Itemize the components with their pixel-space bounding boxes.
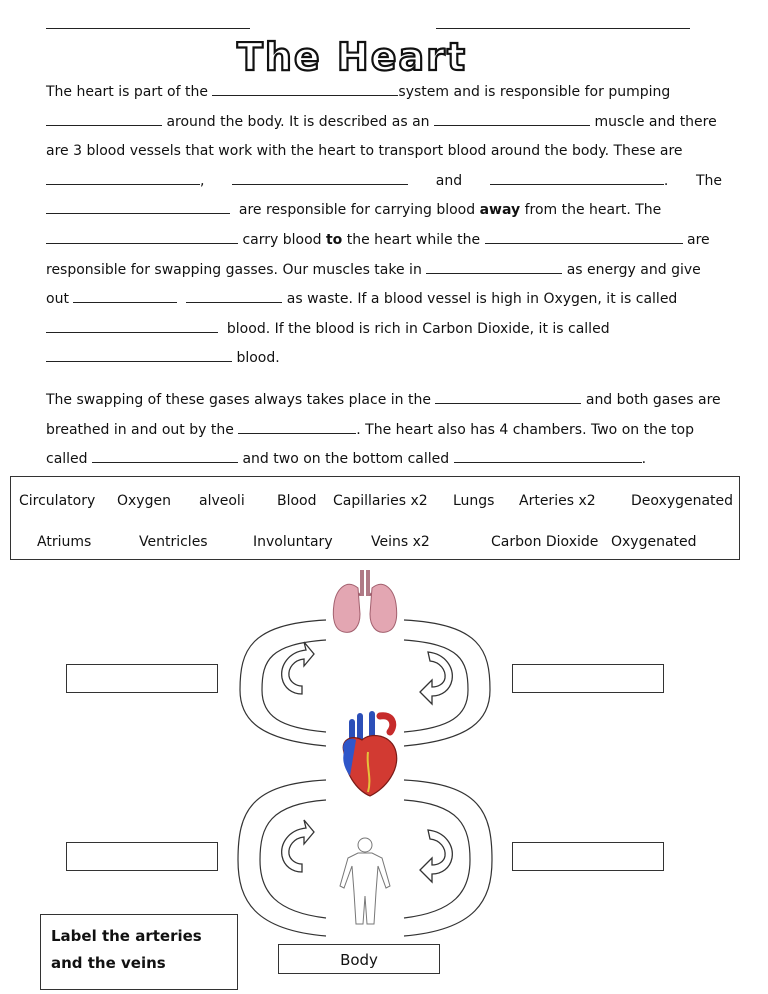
text: from the heart. The [524, 202, 662, 219]
instruction-line: Label the arteries [51, 927, 202, 945]
blank-2[interactable] [46, 111, 162, 126]
text: system and is responsible for pumping [398, 84, 671, 100]
word-bank-item: Lungs [453, 493, 495, 509]
instruction-box [40, 914, 238, 990]
label-box-bottom-left[interactable] [66, 842, 218, 871]
text: out [46, 291, 69, 308]
name-line[interactable] [46, 28, 250, 29]
text: responsible for swapping gasses. Our muscles take in [46, 261, 422, 278]
text: are [686, 231, 710, 248]
text: are 3 blood vessels that work with the heart to transport blood around the body. These are [46, 143, 683, 160]
blank-11[interactable] [73, 288, 177, 303]
blank-1[interactable] [212, 81, 398, 96]
body-label: Body [278, 944, 440, 974]
text: . [641, 451, 647, 468]
p1-line-9 [46, 315, 722, 345]
word-bank-item: Ventricles [139, 534, 208, 550]
text: as energy and give [566, 261, 701, 278]
p1-line-5 [46, 196, 722, 226]
label-box-top-left[interactable] [66, 664, 218, 693]
text: The heart is part of the [46, 84, 208, 100]
text: the heart while the [346, 231, 481, 248]
p1-line-10 [46, 344, 722, 374]
blank-10[interactable] [426, 259, 562, 274]
word-bank-item: Deoxygenated [631, 493, 734, 509]
text: carry blood [242, 231, 322, 248]
circular-arrow-icon [282, 642, 314, 694]
p2-line-2 [46, 416, 722, 446]
page-title-text: The Heart [236, 36, 468, 79]
p1-line-2 [46, 108, 722, 138]
blank-15[interactable] [435, 389, 581, 404]
text: breathed in and out by the [46, 421, 234, 438]
text: blood. [236, 350, 280, 367]
word-bank [10, 476, 740, 560]
paragraph-1 [46, 78, 722, 374]
text: around the body. It is described as an [166, 113, 430, 130]
p1-line-4 [46, 167, 722, 197]
word-bank-item: Circulatory [19, 493, 96, 509]
page-title [0, 36, 768, 80]
text: muscle and there [594, 113, 717, 130]
p1-line-7 [46, 256, 722, 286]
text: and two on the bottom called [242, 451, 450, 468]
text: and both gases are [585, 392, 721, 408]
human-body-icon [334, 834, 396, 928]
blank-14[interactable] [46, 347, 232, 362]
blank-17[interactable] [92, 448, 238, 463]
text: The swapping of these gases always takes place in the [46, 392, 431, 408]
p2-line-3 [46, 445, 722, 475]
blank-5[interactable] [232, 170, 408, 185]
text: and [435, 172, 463, 189]
label-box-bottom-right[interactable] [512, 842, 664, 871]
text: . [663, 172, 669, 189]
circular-arrow-icon [420, 830, 452, 882]
label-box-top-right[interactable] [512, 664, 664, 693]
p1-line-6 [46, 226, 722, 256]
word-bank-item: Carbon Dioxide [491, 534, 599, 550]
circular-arrow-icon [282, 820, 314, 872]
text: . The heart also has 4 chambers. Two on the top [356, 421, 694, 438]
text: , [200, 172, 205, 189]
word-bank-item: Capillaries x2 [333, 493, 428, 509]
text: as waste. If a blood vessel is high in Oxygen, it is called [286, 291, 678, 308]
word-bank-item: Blood [277, 493, 317, 509]
blank-12[interactable] [186, 288, 282, 303]
blank-7[interactable] [46, 199, 230, 214]
p2-line-1 [46, 386, 722, 416]
heart-icon [334, 712, 404, 798]
word-bank-item: Oxygen [117, 493, 171, 509]
bold-word: to [325, 231, 343, 248]
blank-9[interactable] [485, 229, 683, 244]
blank-18[interactable] [454, 448, 642, 463]
text: blood. If the blood is rich in Carbon Dioxide, it is called [226, 320, 610, 337]
instruction-line: and the veins [51, 954, 166, 972]
circular-arrow-icon [420, 652, 452, 704]
word-bank-item: Atriums [37, 534, 92, 550]
word-bank-item: Oxygenated [611, 534, 697, 550]
p1-line-1 [46, 78, 722, 108]
blank-3[interactable] [434, 111, 590, 126]
bold-word: away [479, 202, 521, 219]
lungs-icon [326, 566, 404, 636]
date-line[interactable] [436, 28, 690, 29]
paragraph-2 [46, 386, 722, 475]
word-bank-item: Involuntary [253, 534, 333, 550]
word-bank-item: Veins x2 [371, 534, 430, 550]
text: called [46, 451, 88, 468]
text: The [695, 172, 722, 189]
word-bank-item: Arteries x2 [519, 493, 596, 509]
blank-8[interactable] [46, 229, 238, 244]
p1-line-3 [46, 137, 722, 167]
word-bank-item: alveoli [199, 493, 245, 509]
p1-line-8 [46, 285, 722, 315]
blank-16[interactable] [238, 419, 356, 434]
blank-6[interactable] [490, 170, 664, 185]
text: are responsible for carrying blood [238, 202, 476, 219]
blank-4[interactable] [46, 170, 200, 185]
blank-13[interactable] [46, 318, 218, 333]
